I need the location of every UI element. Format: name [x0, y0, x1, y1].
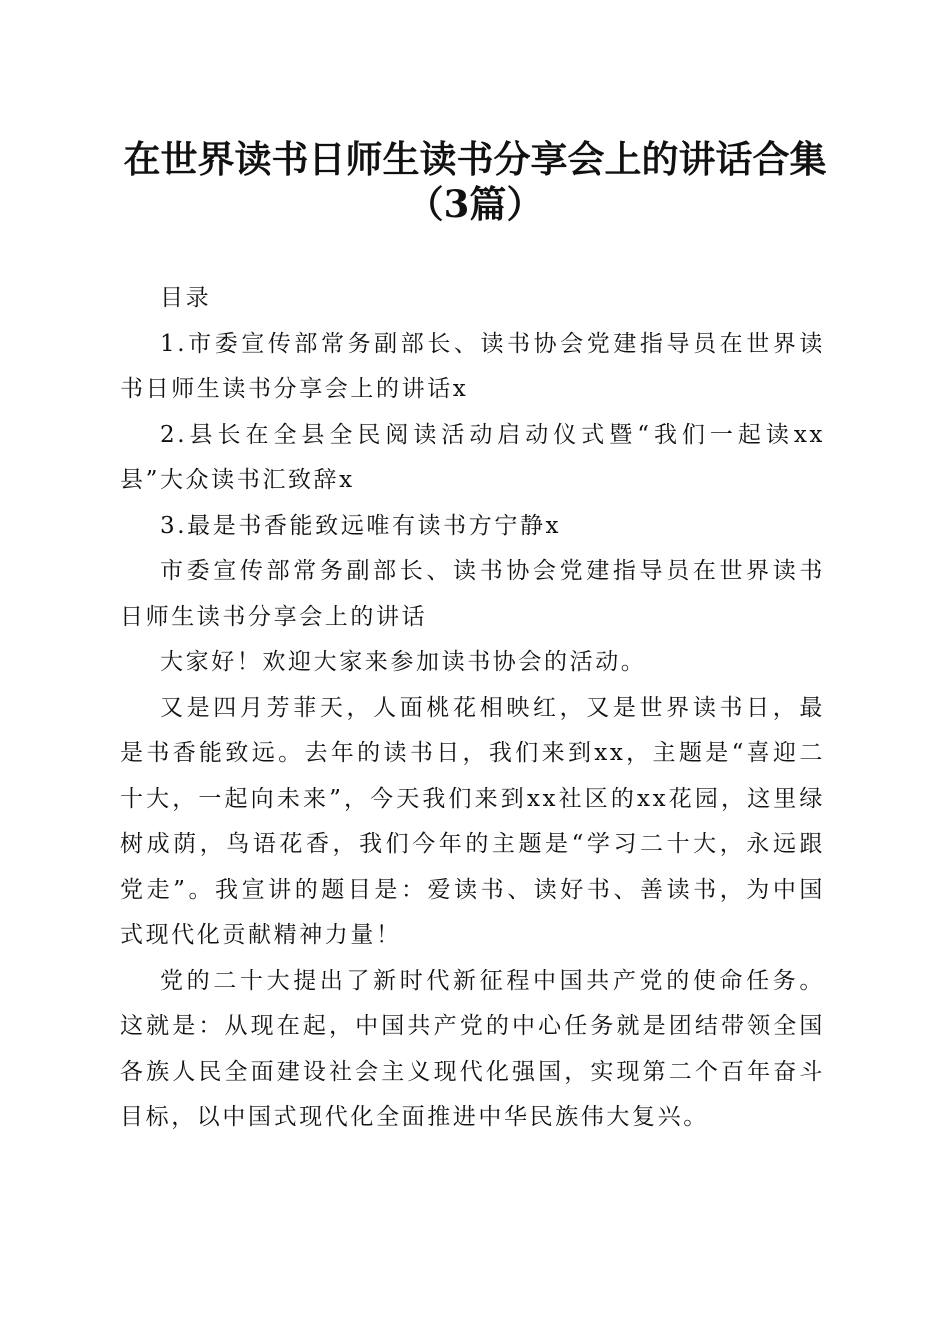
toc-item: 1.市委宣传部常务副部长、读书协会党建指导员在世界读书日师生读书分享会上的讲话x — [120, 330, 825, 402]
document-title: 在世界读书日师生读书分享会上的讲话合集 — [123, 137, 827, 181]
toc-item: 3.最是书香能致远唯有读书方宁静x — [160, 512, 562, 539]
paragraph: 党的二十大提出了新时代新征程中国共产党的使命任务。这就是：从现在起，中国共产党的中心任务就是团结带领全国各族人民全面建设社会主义现代化强国，实现第二个百年奋斗目标，以中国式现代化全面推进中华民族伟大复兴。 — [120, 967, 825, 1130]
paragraph: 大家好！欢迎大家来参加读书协会的活动。 — [160, 649, 647, 675]
document-title-count: （3篇） — [406, 182, 544, 226]
toc-heading: 目录 — [160, 285, 212, 311]
document-body — [120, 276, 825, 1141]
paragraph: 又是四月芳菲天，人面桃花相映红，又是世界读书日，最是书香能致远。去年的读书日，我们来到xx，主题是“喜迎二十大，一起向未来”，今天我们来到xx社区的xx花园，这里绿树成荫，鸟语花香，我们今年的主题是“学习二十大，永远跟党走”。我宣讲的题目是：爱读书、读好书、善读书，为中国式现代化贡献精神力量！ — [120, 694, 825, 948]
section-heading: 市委宣传部常务副部长、读书协会党建指导员在世界读书日师生读书分享会上的讲话 — [120, 558, 825, 630]
toc-item: 2.县长在全县全民阅读活动启动仪式暨“我们一起读xx县”大众读书汇致辞x — [120, 421, 825, 493]
